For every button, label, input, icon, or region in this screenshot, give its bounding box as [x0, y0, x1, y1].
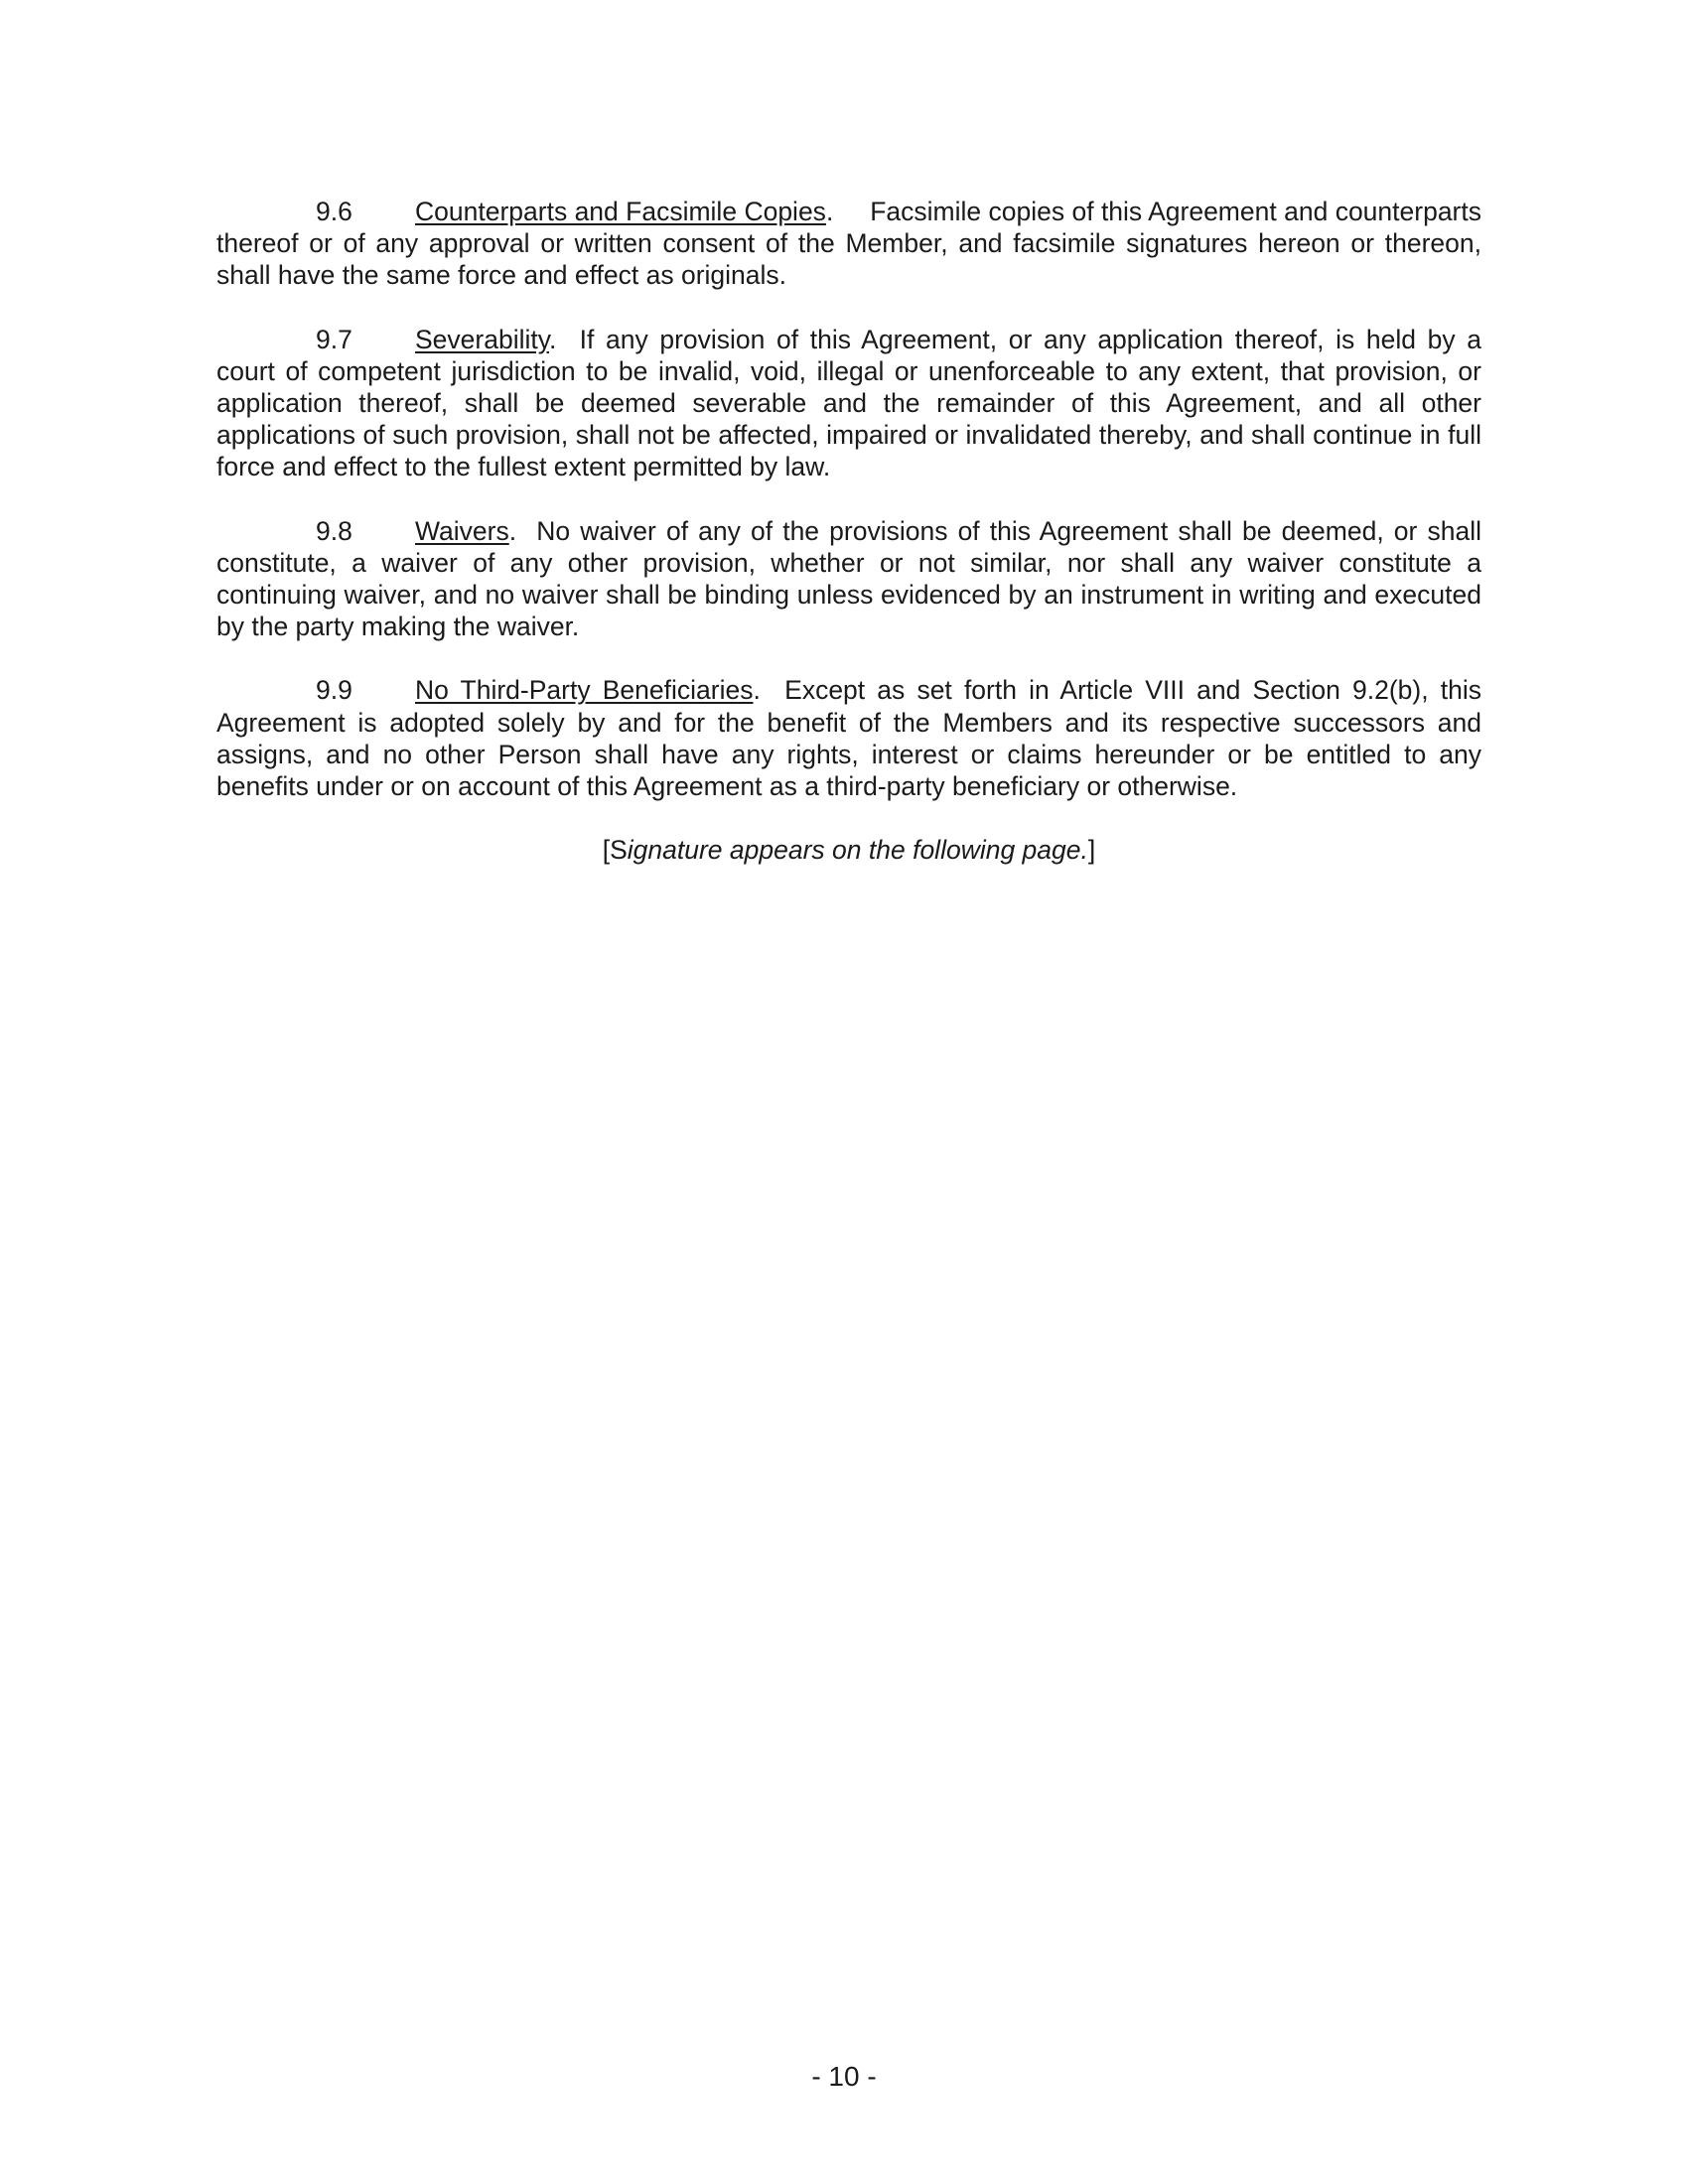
- section-body: If any provision of this Agreement, or any application thereof, is held by a court of competent jurisdiction to be invalid, void, illegal or unenforceable to any extent, that provision, or application thereof, shall be deemed severable and the remainder of this Agreement, and all other applications of such provision, shall not be affected, impaired or invalidated thereby, and shall continue in full force and effect to the fullest extent permitted by law.: [216, 324, 1481, 482]
- page-number: - 10 -: [811, 2061, 877, 2092]
- section-body: No waiver of any of the provisions of this Agreement shall be deemed, or shall constitute, a waiver of any other provision, whether or not similar, nor shall any waiver constitute a continuing waiver, and no waiver shall be binding unless evidenced by an instrument in writing and executed by the party making the waiver.: [216, 515, 1481, 642]
- signature-note: [216, 834, 1481, 866]
- heading-period: .: [549, 324, 580, 354]
- signature-note-open: [S: [602, 835, 628, 866]
- signature-note-text: ignature appears on the following page.: [627, 835, 1088, 866]
- section-heading: Waivers: [415, 515, 509, 546]
- heading-period: .: [753, 675, 785, 706]
- section-9-6: [216, 196, 1481, 292]
- heading-period: .: [825, 197, 871, 226]
- heading-period: .: [508, 515, 537, 546]
- document-page: [216, 196, 1481, 866]
- section-number: 9.9: [316, 675, 352, 706]
- section-number: 9.8: [316, 515, 352, 546]
- section-9-9: [216, 674, 1481, 802]
- signature-note-close: ]: [1087, 835, 1096, 866]
- section-9-7: [216, 324, 1481, 483]
- section-heading: Severability: [415, 324, 550, 354]
- section-body: Facsimile copies of this Agreement and counterparts thereof or of any approval or written consent of the Member, and facsimile signatures hereon or thereon, shall have the same force and effect as originals.: [216, 197, 1481, 291]
- section-number: 9.7: [316, 324, 352, 354]
- section-heading: No Third-Party Beneficiaries: [415, 675, 754, 706]
- section-number: 9.6: [316, 197, 352, 226]
- section-body: Except as set forth in Article VIII and Section 9.2(b), this Agreement is adopted solely by and for the benefit of the Members and its respective successors and assigns, and no other Person shall have any rights, interest or claims hereunder or be entitled to any benefits under or on account of this Agreement as a third-party beneficiary or otherwise.: [216, 675, 1481, 802]
- section-heading: Counterparts and Facsimile Copies: [415, 197, 826, 226]
- section-9-8: [216, 515, 1481, 643]
